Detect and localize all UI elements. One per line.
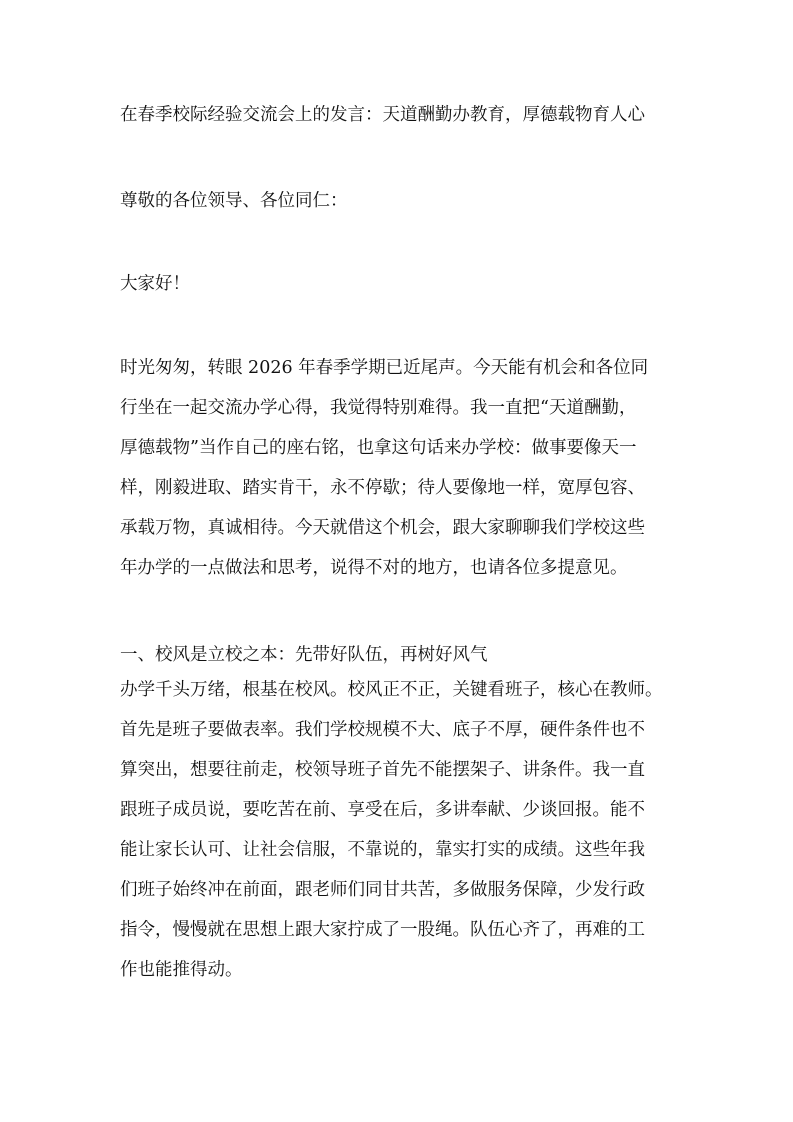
section-heading: 一、校风是立校之本：先带好队伍，再树好风气 [120, 645, 488, 665]
intro-line: 承载万物，真诚相待。今天就借这个机会，跟大家聊聊我们学校这些 [120, 518, 645, 538]
intro-line: 时光匆匆，转眼 2026 年春季学期已近尾声。今天能有机会和各位同 [120, 358, 649, 378]
intro-line: 年办学的一点做法和思考，说得不对的地方，也请各位多提意见。 [120, 558, 628, 578]
section-line: 算突出，想要往前走，校领导班子首先不能摆架子、讲条件。我一直 [120, 760, 645, 780]
section-line: 跟班子成员说，要吃苦在前、享受在后，多讲奉献、少谈回报。能不 [120, 800, 645, 820]
section-line: 作也能推得动。 [120, 960, 243, 980]
document-title: 在春季校际经验交流会上的发言：天道酬勤办教育，厚德载物育人心 [120, 105, 645, 125]
intro-line: 厚德载物”当作自己的座右铭，也拿这句话来办学校：做事要像天一 [120, 438, 637, 458]
greeting: 大家好！ [120, 274, 190, 294]
salutation: 尊敬的各位领导、各位同仁： [120, 191, 348, 211]
intro-line: 样，刚毅进取、踏实肯干，永不停歇；待人要像地一样，宽厚包容、 [120, 478, 645, 498]
section-line: 们班子始终冲在前面，跟老师们同甘共苦，多做服务保障，少发行政 [120, 880, 645, 900]
intro-line: 行坐在一起交流办学心得，我觉得特别难得。我一直把“天道酬勤， [120, 398, 637, 418]
section-line: 首先是班子要做表率。我们学校规模不大、底子不厚，硬件条件也不 [120, 720, 645, 740]
section-line: 能让家长认可、让社会信服，不靠说的，靠实打实的成绩。这些年我 [120, 840, 645, 860]
section-line: 指令，慢慢就在思想上跟大家拧成了一股绳。队伍心齐了，再难的工 [120, 920, 645, 940]
section-line: 办学千头万绪，根基在校风。校风正不正，关键看班子，核心在教师。 [120, 680, 663, 700]
